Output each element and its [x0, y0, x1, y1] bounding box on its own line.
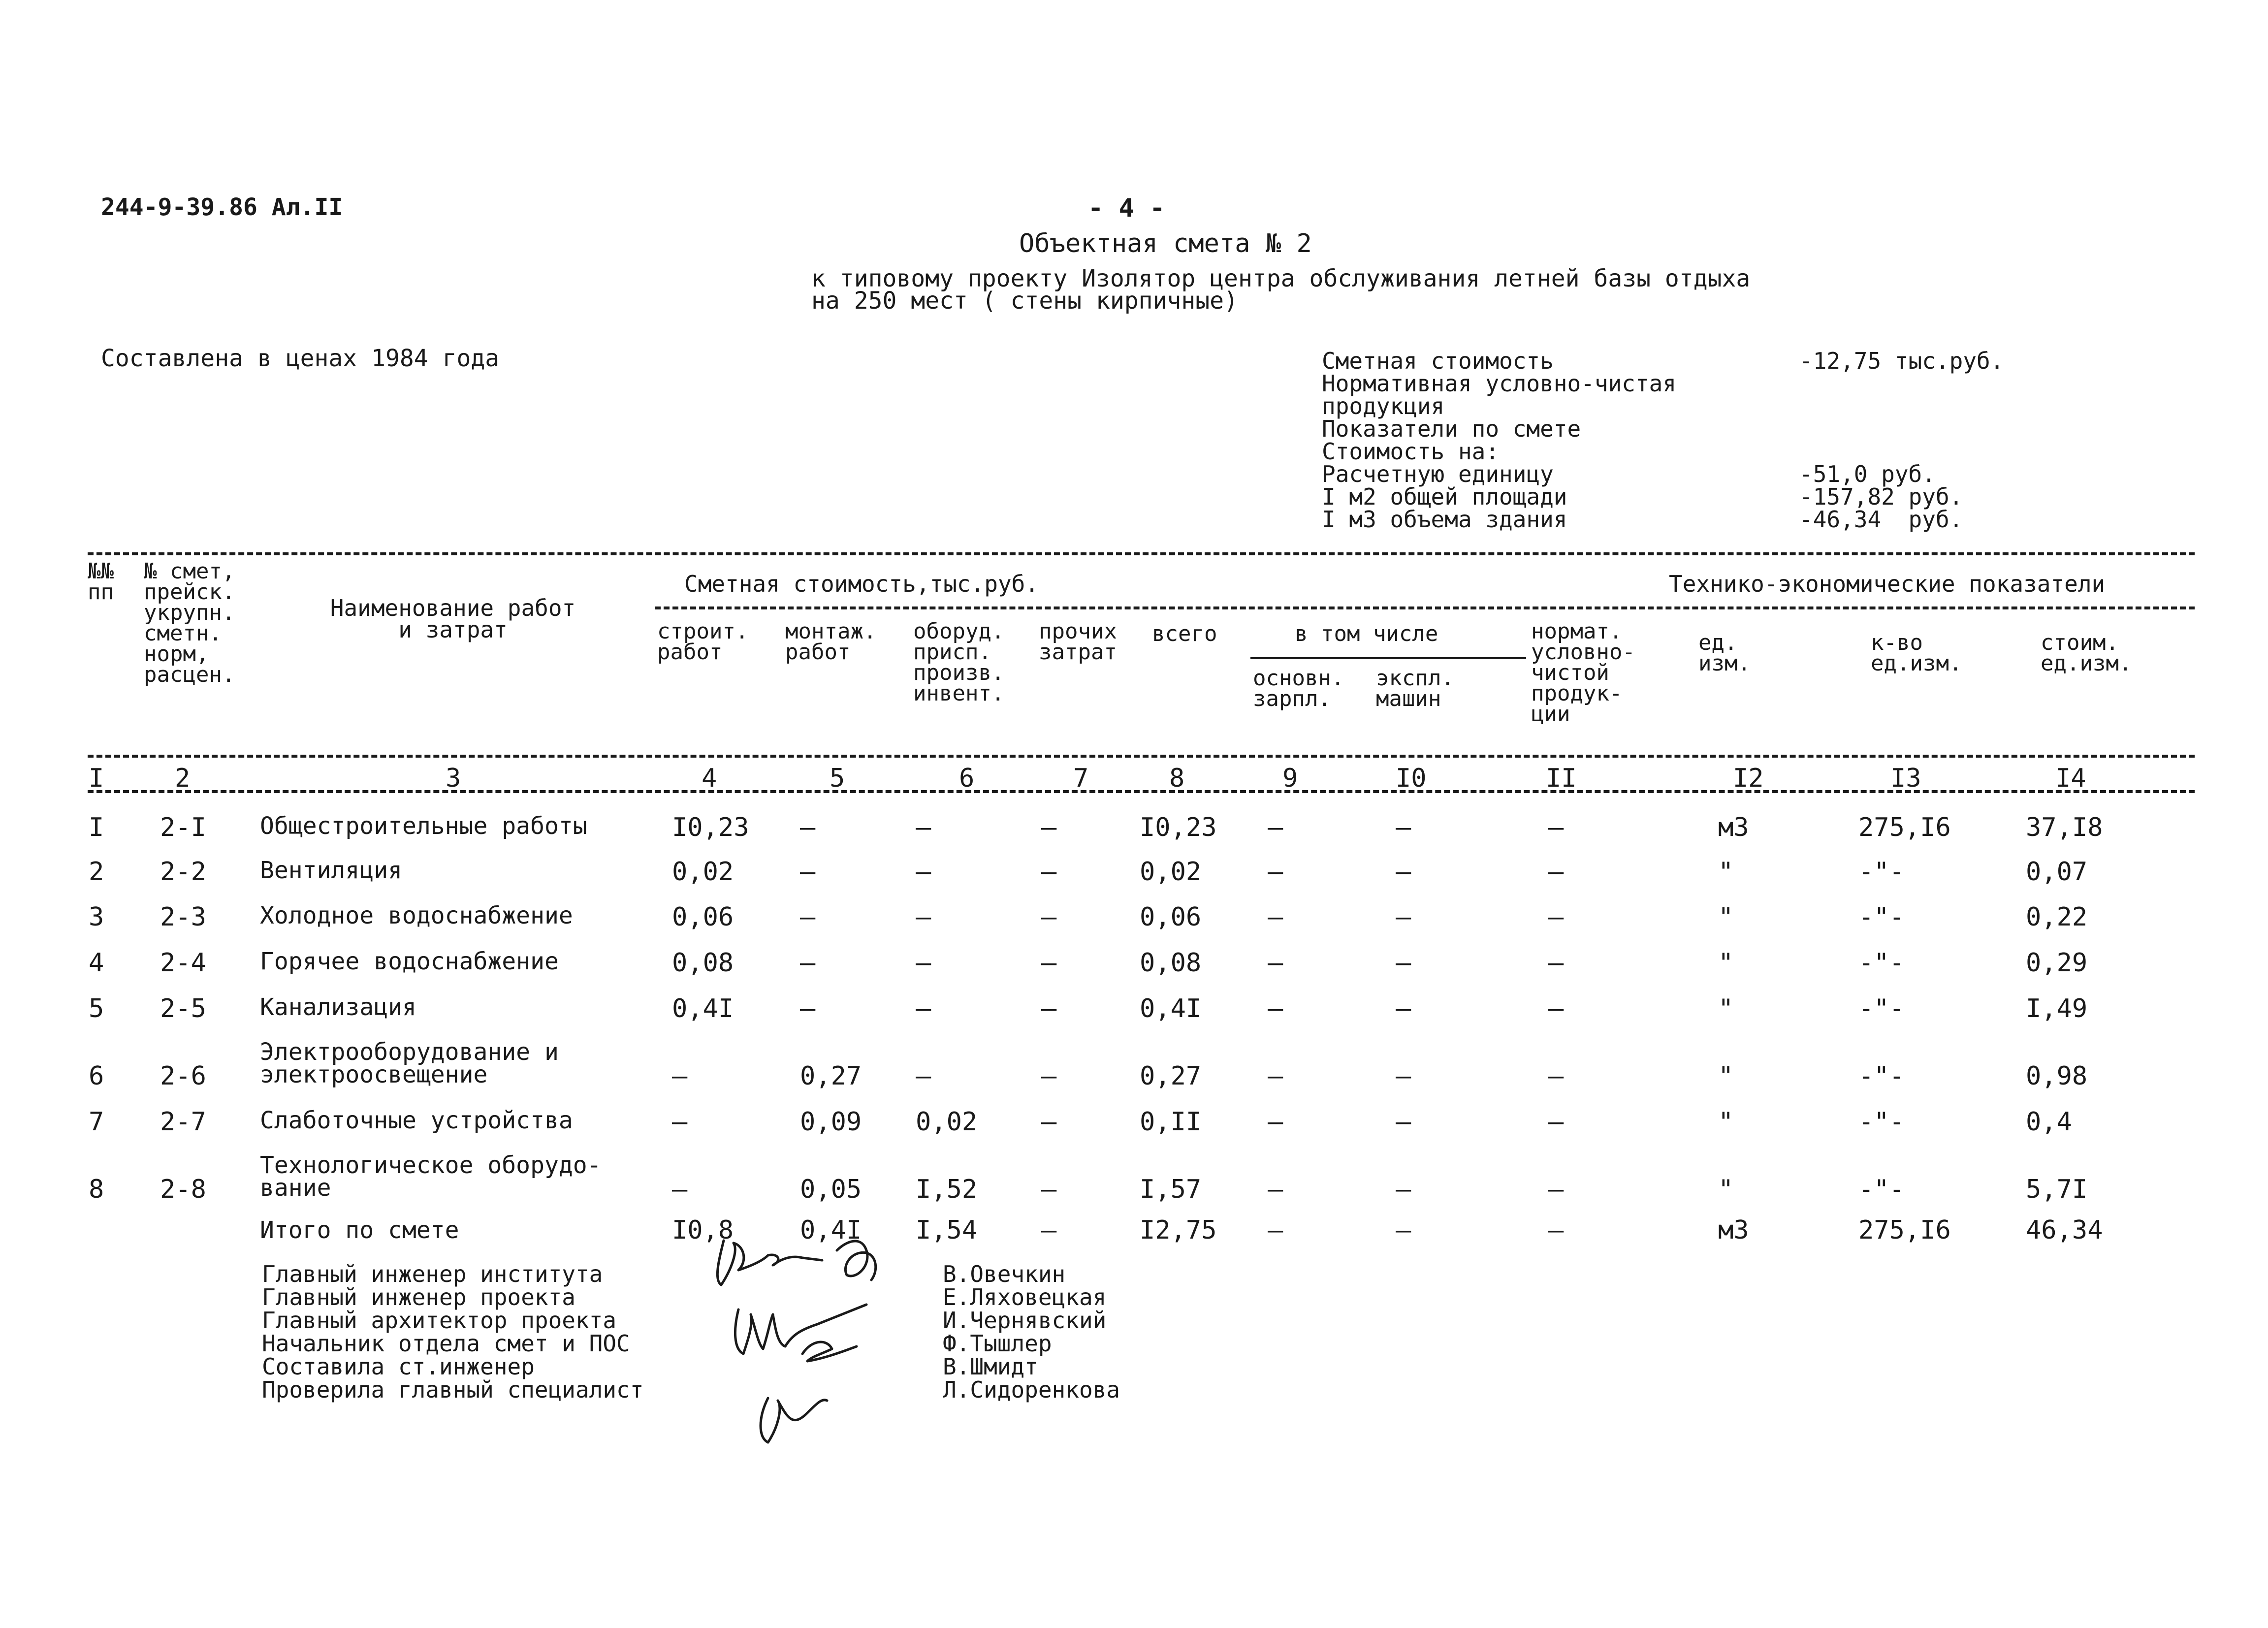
cell-c10: –: [1396, 902, 1411, 932]
signatory-name: Ф.Тышлер: [943, 1330, 1052, 1357]
cell-c4: –: [672, 1061, 688, 1091]
cell-c14: 0,98: [2026, 1061, 2088, 1091]
cell-c5: –: [800, 857, 816, 887]
cell-c6: –: [916, 813, 931, 842]
cell-c12: ": [1718, 857, 1734, 887]
normative-label-2: продукция: [1322, 393, 1445, 419]
total-c14: 46,34: [2026, 1215, 2103, 1245]
cell-c11: –: [1548, 813, 1564, 842]
column-number: 6: [959, 764, 975, 793]
col-header-construction: строит. работ: [657, 619, 749, 665]
column-number: 9: [1282, 764, 1298, 793]
cell-c12: ": [1718, 948, 1734, 978]
column-number: I0: [1396, 764, 1427, 793]
column-number: 2: [175, 764, 191, 793]
cell-c12: ": [1718, 1061, 1734, 1091]
signatory-role: Начальник отдела смет и ПОС: [262, 1330, 630, 1357]
cell-c14: 0,4: [2026, 1107, 2072, 1137]
column-number: I3: [1890, 764, 1921, 793]
cell-c6: –: [916, 948, 931, 978]
cell-c11: –: [1548, 1107, 1564, 1137]
cell-c5: 0,09: [800, 1107, 862, 1137]
col-header-installation: монтаж. работ: [785, 619, 877, 665]
cost-on-label: Стоимость на:: [1322, 438, 1500, 465]
cell-c7: –: [1041, 813, 1057, 842]
cell-c13: -"-: [1858, 857, 1905, 887]
estimated-cost-label: Сметная стоимость: [1322, 348, 1554, 374]
total-c5: 0,4I: [800, 1215, 862, 1245]
cell-c5: –: [800, 948, 816, 978]
signatory-name: В.Овечкин: [943, 1261, 1066, 1287]
cell-c12: ": [1718, 994, 1734, 1023]
cell-c8: 0,27: [1140, 1061, 1202, 1091]
cell-c13: -"-: [1858, 948, 1905, 978]
calc-unit-value: -51,0 руб.: [1799, 461, 1936, 487]
m2-label: I м2 общей площади: [1322, 483, 1567, 510]
cell-c4: 0,06: [672, 902, 734, 932]
cell-code: 2-4: [160, 948, 206, 978]
cell-c13: -"-: [1858, 1061, 1905, 1091]
table-top-rule: [88, 552, 2195, 555]
cell-c8: I,57: [1140, 1175, 1202, 1204]
column-numbers-rule: [88, 790, 2195, 793]
total-name: Итого по смете: [260, 1216, 459, 1244]
signatory-role: Главный архитектор проекта: [262, 1307, 617, 1334]
cell-c9: –: [1268, 994, 1283, 1023]
cell-c4: –: [672, 1107, 688, 1137]
cell-c14: 0,22: [2026, 902, 2088, 932]
signatory-name: И.Чернявский: [943, 1307, 1107, 1334]
cell-c11: –: [1548, 1175, 1564, 1204]
cell-c11: –: [1548, 1061, 1564, 1091]
cell-c9: –: [1268, 1175, 1283, 1204]
normative-label-1: Нормативная условно-чистая: [1322, 370, 1677, 397]
cell-n: 6: [89, 1061, 104, 1091]
subtitle-line-1: к типовому проекту Изолятор центра обслуживания летней базы отдыха: [811, 265, 1751, 292]
group-header-estimated-cost: Сметная стоимость,тыс.руб.: [684, 571, 1039, 597]
cell-c6: –: [916, 1061, 931, 1091]
col-header-unit-cost: стоим. ед.изм.: [2041, 630, 2132, 676]
cell-c5: –: [800, 902, 816, 932]
total-c9: –: [1268, 1215, 1283, 1245]
column-number: I2: [1733, 764, 1764, 793]
cell-c11: –: [1548, 857, 1564, 887]
group-header-tech-economic: Технико-экономические показатели: [1669, 571, 2106, 597]
cell-c4: I0,23: [672, 813, 749, 842]
cell-c5: 0,05: [800, 1175, 862, 1204]
cell-name: Холодное водоснабжение: [260, 902, 573, 929]
column-number: I4: [2055, 764, 2086, 793]
cell-n: 2: [89, 857, 104, 887]
cell-c7: –: [1041, 857, 1057, 887]
indicators-label: Показатели по смете: [1322, 415, 1581, 442]
cell-c4: 0,4I: [672, 994, 734, 1023]
cell-c11: –: [1548, 902, 1564, 932]
cell-c8: 0,06: [1140, 902, 1202, 932]
col-header-base-salary: основн. зарпл.: [1253, 666, 1344, 711]
cell-code: 2-5: [160, 994, 206, 1023]
cell-code: 2-I: [160, 813, 206, 842]
cell-name: Канализация: [260, 993, 416, 1021]
cell-name: Вентиляция: [260, 857, 402, 884]
total-c6: I,54: [916, 1215, 978, 1245]
cell-n: 4: [89, 948, 104, 978]
cell-c10: –: [1396, 857, 1411, 887]
col-header-unit: ед. изм.: [1698, 630, 1751, 676]
cell-c5: –: [800, 813, 816, 842]
column-number: 8: [1169, 764, 1185, 793]
signatory-name: Л.Сидоренкова: [943, 1376, 1120, 1403]
cell-c6: –: [916, 994, 931, 1023]
cell-name: Горячее водоснабжение: [260, 948, 559, 975]
m3-value: -46,34 руб.: [1799, 506, 1963, 533]
col-header-normative-net: нормат. условно- чистой продук- ции: [1531, 619, 1635, 727]
cell-c10: –: [1396, 1107, 1411, 1137]
cell-n: 8: [89, 1175, 104, 1204]
m3-label: I м3 объема здания: [1322, 506, 1567, 533]
cell-c7: –: [1041, 1175, 1057, 1204]
cell-n: 5: [89, 994, 104, 1023]
signatory-role: Составила ст.инженер: [262, 1353, 535, 1380]
table-group-rule: [655, 607, 2195, 609]
total-c8: I2,75: [1140, 1215, 1217, 1245]
cell-code: 2-3: [160, 902, 206, 932]
cell-code: 2-2: [160, 857, 206, 887]
cell-c8: 0,02: [1140, 857, 1202, 887]
cell-c13: -"-: [1858, 994, 1905, 1023]
col-header-work-name: Наименование работ и затрат: [330, 595, 576, 643]
page-number: - 4 -: [1088, 193, 1165, 223]
cell-c12: ": [1718, 902, 1734, 932]
handwritten-signatures: [709, 1231, 916, 1467]
cell-n: 3: [89, 902, 104, 932]
column-number: II: [1546, 764, 1577, 793]
total-c11: –: [1548, 1215, 1564, 1245]
total-c12: м3: [1718, 1215, 1749, 1245]
incl-group-rule: [1250, 657, 1526, 659]
cell-c8: I0,23: [1140, 813, 1217, 842]
cell-c9: –: [1268, 813, 1283, 842]
document-title: Объектная смета № 2: [1019, 229, 1312, 258]
cell-c7: –: [1041, 994, 1057, 1023]
cell-c10: –: [1396, 948, 1411, 978]
col-header-unit-quantity: к-во ед.изм.: [1871, 630, 1962, 676]
document-code: 244-9-39.86 Ал.II: [101, 193, 343, 221]
column-number: 4: [702, 764, 717, 793]
col-header-estimate-code: № смет, прейск. укрупн. сметн. норм, расцен.: [144, 559, 235, 687]
total-c13: 275,I6: [1858, 1215, 1951, 1245]
cell-c9: –: [1268, 1107, 1283, 1137]
cell-c9: –: [1268, 857, 1283, 887]
cell-code: 2-7: [160, 1107, 206, 1137]
m2-value: -157,82 руб.: [1799, 483, 1963, 510]
cell-c4: 0,08: [672, 948, 734, 978]
cell-c5: 0,27: [800, 1061, 862, 1091]
cell-c13: -"-: [1858, 902, 1905, 932]
cell-c8: 0,08: [1140, 948, 1202, 978]
column-number: I: [89, 764, 104, 793]
col-header-total: всего: [1152, 621, 1217, 646]
cell-c6: 0,02: [916, 1107, 978, 1137]
cell-c8: 0,II: [1140, 1107, 1202, 1137]
cell-c14: 0,07: [2026, 857, 2088, 887]
estimated-cost-value: -12,75 тыс.руб.: [1799, 348, 2004, 374]
cell-c10: –: [1396, 813, 1411, 842]
cell-c14: 5,7I: [2026, 1175, 2088, 1204]
cell-c10: –: [1396, 1061, 1411, 1091]
cell-c7: –: [1041, 1107, 1057, 1137]
cell-c11: –: [1548, 994, 1564, 1023]
cell-c10: –: [1396, 994, 1411, 1023]
cell-c14: 0,29: [2026, 948, 2088, 978]
cell-c4: 0,02: [672, 857, 734, 887]
cell-name: Технологическое оборудо- вание: [260, 1151, 602, 1202]
col-header-machine-operation: экспл. машин: [1376, 666, 1454, 711]
cell-c11: –: [1548, 948, 1564, 978]
total-c7: –: [1041, 1215, 1057, 1245]
cell-c6: –: [916, 902, 931, 932]
cell-n: I: [89, 813, 104, 842]
cell-code: 2-8: [160, 1175, 206, 1204]
cell-name: Электрооборудование и электроосвещение: [260, 1038, 559, 1088]
total-c10: –: [1396, 1215, 1411, 1245]
cell-name: Слаботочные устройства: [260, 1107, 573, 1134]
cell-name: Общестроительные работы: [260, 812, 587, 840]
cell-c4: –: [672, 1175, 688, 1204]
cell-c9: –: [1268, 1061, 1283, 1091]
subtitle-line-2: на 250 мест ( стены кирпичные): [811, 287, 1238, 315]
cell-c7: –: [1041, 1061, 1057, 1091]
signatory-role: Проверила главный специалист: [262, 1376, 644, 1403]
cell-c13: -"-: [1858, 1107, 1905, 1137]
signatory-name: Е.Ляховецкая: [943, 1284, 1107, 1310]
cell-c13: 275,I6: [1858, 813, 1951, 842]
cell-c12: ": [1718, 1175, 1734, 1204]
cell-c14: 37,I8: [2026, 813, 2103, 842]
cell-c10: –: [1396, 1175, 1411, 1204]
column-number: 7: [1073, 764, 1089, 793]
cell-c6: I,52: [916, 1175, 978, 1204]
col-header-number: №№ пп: [88, 559, 114, 605]
col-header-other-costs: прочих затрат: [1039, 619, 1117, 665]
cell-c7: –: [1041, 948, 1057, 978]
cell-c7: –: [1041, 902, 1057, 932]
calc-unit-label: Расчетную единицу: [1322, 461, 1554, 487]
cell-c9: –: [1268, 902, 1283, 932]
column-number: 3: [446, 764, 461, 793]
cell-n: 7: [89, 1107, 104, 1137]
signatory-role: Главный инженер института: [262, 1261, 603, 1287]
prices-note: Составлена в ценах 1984 года: [101, 345, 500, 372]
signatory-role: Главный инженер проекта: [262, 1284, 575, 1310]
cell-c12: ": [1718, 1107, 1734, 1137]
cell-c6: –: [916, 857, 931, 887]
cell-c12: м3: [1718, 813, 1749, 842]
cell-c8: 0,4I: [1140, 994, 1202, 1023]
cell-c13: -"-: [1858, 1175, 1905, 1204]
total-c4: I0,8: [672, 1215, 734, 1245]
col-header-equipment: оборуд. присп. произв. инвент.: [913, 619, 1005, 706]
cell-c14: I,49: [2026, 994, 2088, 1023]
group-header-including: в том числе: [1295, 621, 1438, 646]
cell-code: 2-6: [160, 1061, 206, 1091]
signatory-name: В.Шмидт: [943, 1353, 1038, 1380]
column-number: 5: [830, 764, 845, 793]
cell-c9: –: [1268, 948, 1283, 978]
cell-c5: –: [800, 994, 816, 1023]
table-header-bottom-rule: [88, 755, 2195, 758]
